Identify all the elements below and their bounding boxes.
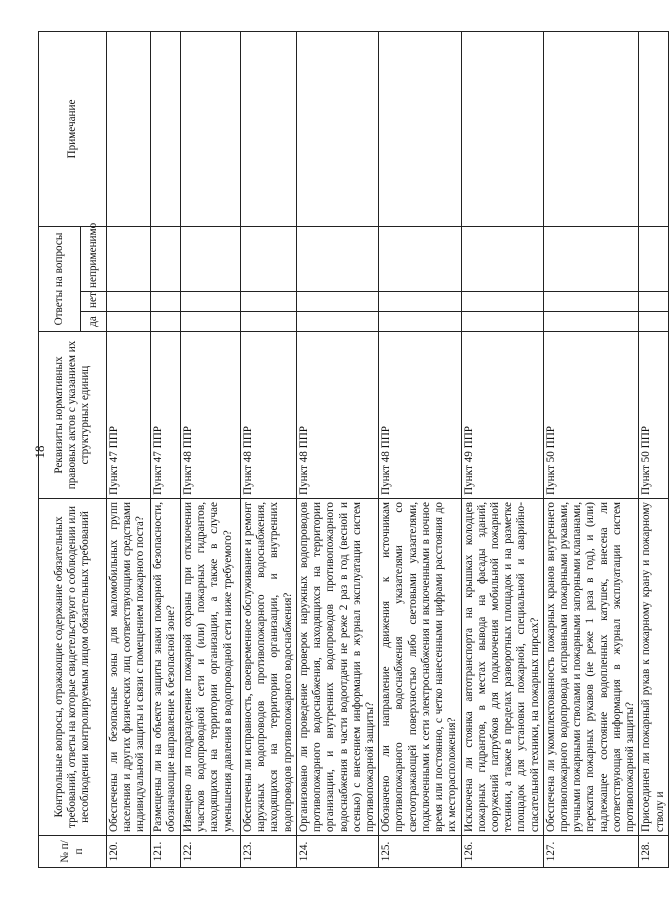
table-row	[181, 32, 241, 868]
table-row	[379, 32, 461, 868]
row-requisites: Пункт 50 ППР	[639, 332, 668, 499]
answer-yes-cell	[107, 312, 151, 332]
header-yes: да	[81, 312, 107, 332]
row-question: Обозначено ли направление движения к источникам противопожарного водоснабжения указателями со светоотражающей поверхностью либо световыми указателями, подключенными к сети электроснабжения и включенными в ночное время или постоянно, с четко нанесенными цифрами расстояния до их месторасположения?	[379, 499, 461, 836]
row-requisites: Пункт 47 ППР	[151, 332, 181, 499]
note-cell	[379, 32, 461, 227]
row-requisites: Пункт 47 ППР	[107, 332, 151, 499]
answer-no-cell	[461, 292, 543, 312]
answer-no-cell	[543, 292, 639, 312]
answer-no-cell	[107, 292, 151, 312]
page-number: 18	[32, 445, 47, 459]
answer-yes-cell	[543, 312, 639, 332]
note-cell	[543, 32, 639, 227]
header-requisites: Реквизиты нормативных правовых актов с указанием их структурных единиц	[39, 332, 107, 499]
answer-yes-cell	[296, 312, 378, 332]
answer-not-applicable-cell	[461, 227, 543, 292]
header-question: Контрольные вопросы, отражающие содержание обязательных требований, ответы на которые свидетельствуют о соблюдении или несоблюдении контролируемым лицом обязательных требований	[39, 499, 107, 836]
answer-not-applicable-cell	[296, 227, 378, 292]
row-question: Присоединен ли пожарный рукав к пожарному крану и пожарному стволу и	[639, 499, 668, 836]
header-note: Примечание	[39, 32, 107, 227]
answer-not-applicable-cell	[639, 227, 668, 292]
row-question: Извещено ли подразделение пожарной охраны при отключении участков водопроводной сети и (или) пожарных гидрантов, находящихся на территории организации, а также в случае уменьшения давления в водопроводной сети ниже требуемого?	[181, 499, 241, 836]
note-cell	[639, 32, 668, 227]
header-no: нет	[81, 292, 107, 312]
answer-not-applicable-cell	[181, 227, 241, 292]
note-cell	[461, 32, 543, 227]
answer-yes-cell	[639, 312, 668, 332]
row-number: 120.	[107, 836, 151, 868]
note-cell	[241, 32, 297, 227]
table-row	[461, 32, 543, 868]
answer-not-applicable-cell	[241, 227, 297, 292]
answer-yes-cell	[151, 312, 181, 332]
header-not-applicable: неприменимо	[81, 227, 107, 292]
row-question: Обеспечены ли исправность, своевременное обслуживание и ремонт наружных водопроводов противопожарного водоснабжения, находящихся на территории организации, и внутренних водопроводов противопожарного водоснабжения?	[241, 499, 297, 836]
answer-yes-cell	[461, 312, 543, 332]
note-cell	[151, 32, 181, 227]
table-row	[241, 32, 297, 868]
answer-not-applicable-cell	[379, 227, 461, 292]
table-row	[296, 32, 378, 868]
row-number: 127.	[543, 836, 639, 868]
note-cell	[181, 32, 241, 227]
answer-no-cell	[379, 292, 461, 312]
row-number: 126.	[461, 836, 543, 868]
answer-no-cell	[151, 292, 181, 312]
table-row	[639, 32, 668, 868]
table-row	[151, 32, 181, 868]
answer-yes-cell	[379, 312, 461, 332]
row-number: 122.	[181, 836, 241, 868]
row-number: 121.	[151, 836, 181, 868]
row-requisites: Пункт 48 ППР	[296, 332, 378, 499]
row-question: Обеспечены ли безопасные зоны для маломобильных групп населения и других физических лиц соответствующими средствами индивидуальной защиты и связи с помещением пожарного поста?	[107, 499, 151, 836]
answer-no-cell	[296, 292, 378, 312]
note-cell	[296, 32, 378, 227]
header-answers: Ответы на вопросы	[39, 227, 81, 332]
answer-no-cell	[241, 292, 297, 312]
row-requisites: Пункт 48 ППР	[181, 332, 241, 499]
header-num: № п/п	[39, 836, 107, 868]
answer-yes-cell	[241, 312, 297, 332]
row-number: 128.	[639, 836, 668, 868]
row-requisites: Пункт 49 ППР	[461, 332, 543, 499]
row-number: 125.	[379, 836, 461, 868]
answer-no-cell	[639, 292, 668, 312]
row-requisites: Пункт 50 ППР	[543, 332, 639, 499]
row-requisites: Пункт 48 ППР	[379, 332, 461, 499]
answer-not-applicable-cell	[151, 227, 181, 292]
answer-not-applicable-cell	[107, 227, 151, 292]
answer-yes-cell	[181, 312, 241, 332]
table-row	[543, 32, 639, 868]
row-question: Размещены ли на объекте защиты знаки пожарной безопасности, обозначающие направление к безопасной зоне?	[151, 499, 181, 836]
row-number: 124.	[296, 836, 378, 868]
answer-no-cell	[181, 292, 241, 312]
checklist-table	[38, 31, 669, 868]
answer-not-applicable-cell	[543, 227, 639, 292]
row-question: Организовано ли проведение проверок наружных водопроводов противопожарного водоснабжения, находящихся на территории организации, и внутренних водопроводов противопожарного водоснабжения в части водоотдачи не реже 2 раз в год (весной и осенью) с внесением информации в журнал эксплуатации систем противопожарной защиты?	[296, 499, 378, 836]
table-row	[107, 32, 151, 868]
note-cell	[107, 32, 151, 227]
row-question: Исключена ли стоянка автотранспорта на крышках колодцев пожарных гидрантов, в местах вывода на фасады зданий, сооружений патрубков для подключения мобильной пожарной техники, а также в пределах разворотных площадок и на разметке площадок для установки пожарной, специальной и аварийно-спасательной техники, на пожарных пирсах?	[461, 499, 543, 836]
rotated-document	[38, 32, 666, 868]
row-requisites: Пункт 48 ППР	[241, 332, 297, 499]
row-number: 123.	[241, 836, 297, 868]
row-question: Обеспечена ли укомплектованность пожарных кранов внутреннего противопожарного водопровода исправными пожарными рукавами, ручными пожарными стволами и пожарными запорными клапанами, перекатка пожарных рукавов (не реже 1 раза в год), и (или) надлежащее состояние водопленных катушек, внесена ли соответствующая информация в журнал эксплуатации систем противопожарной защиты?	[543, 499, 639, 836]
